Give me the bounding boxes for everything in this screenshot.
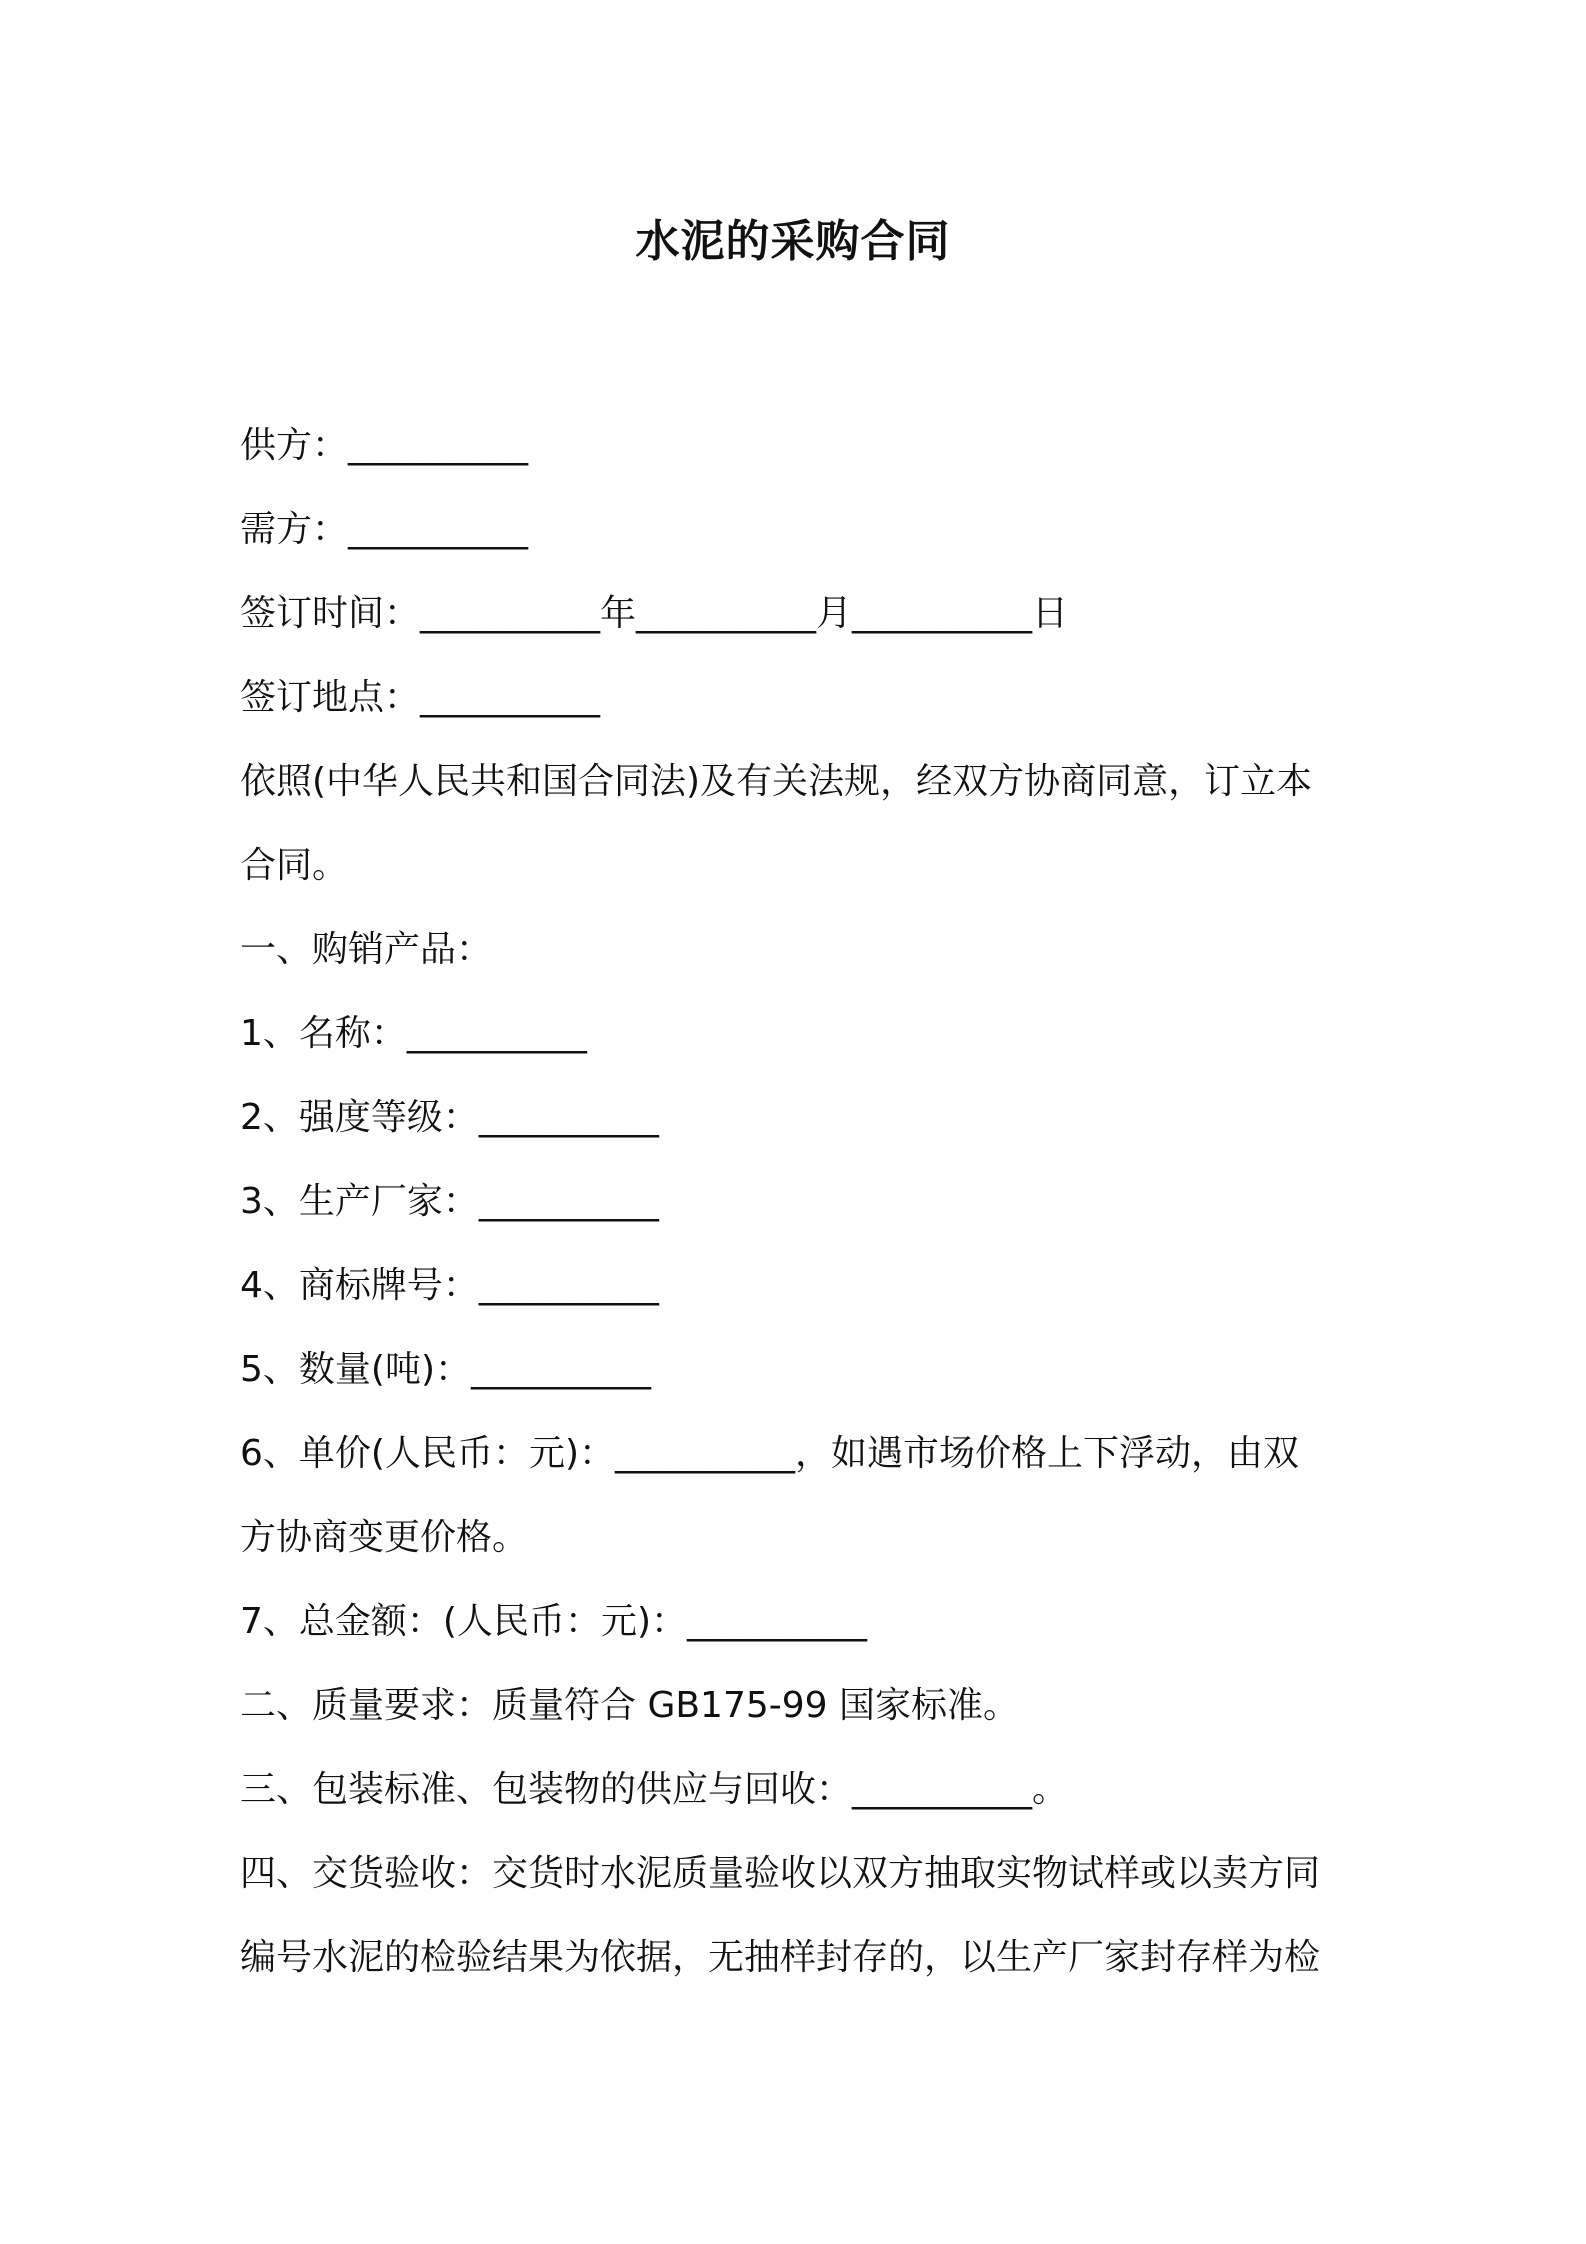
section-1-heading: 一、购销产品： (240, 929, 493, 970)
manufacturer-line: 3、生产厂家：__________ (240, 1181, 659, 1222)
supplier-line: 供方：__________ (240, 425, 529, 466)
document-body (240, 404, 1350, 2000)
unit-price-line-1: 6、单价(人民币：元)：__________，如遇市场价格上下浮动，由双 (240, 1433, 1299, 1474)
preamble-line-1: 依照(中华人民共和国合同法)及有关法规，经双方协商同意，订立本 (240, 761, 1313, 802)
delivery-acceptance-line-2: 编号水泥的检验结果为依据，无抽样封存的，以生产厂家封存样为检 (240, 1937, 1321, 1978)
signing-place-line: 签订地点：__________ (240, 677, 601, 718)
quantity-line: 5、数量(吨)：__________ (240, 1349, 651, 1390)
brand-line: 4、商标牌号：__________ (240, 1265, 659, 1306)
document-title: 水泥的采购合同 (635, 216, 951, 267)
quality-requirement-line: 二、质量要求：质量符合 GB175-99 国家标准。 (240, 1685, 1019, 1726)
total-amount-line: 7、总金额：(人民币：元)：__________ (240, 1601, 867, 1642)
buyer-line: 需方：__________ (240, 509, 529, 550)
preamble-line-2: 合同。 (240, 845, 349, 886)
product-name-line: 1、名称：__________ (240, 1013, 587, 1054)
strength-grade-line: 2、强度等级：__________ (240, 1097, 659, 1138)
signing-date-line: 签订时间：__________年__________月__________日 (240, 593, 1069, 634)
packaging-line: 三、包装标准、包装物的供应与回收：__________。 (240, 1769, 1069, 1810)
unit-price-line-2: 方协商变更价格。 (240, 1517, 529, 1558)
delivery-acceptance-line-1: 四、交货验收：交货时水泥质量验收以双方抽取实物试样或以卖方同 (240, 1853, 1321, 1894)
